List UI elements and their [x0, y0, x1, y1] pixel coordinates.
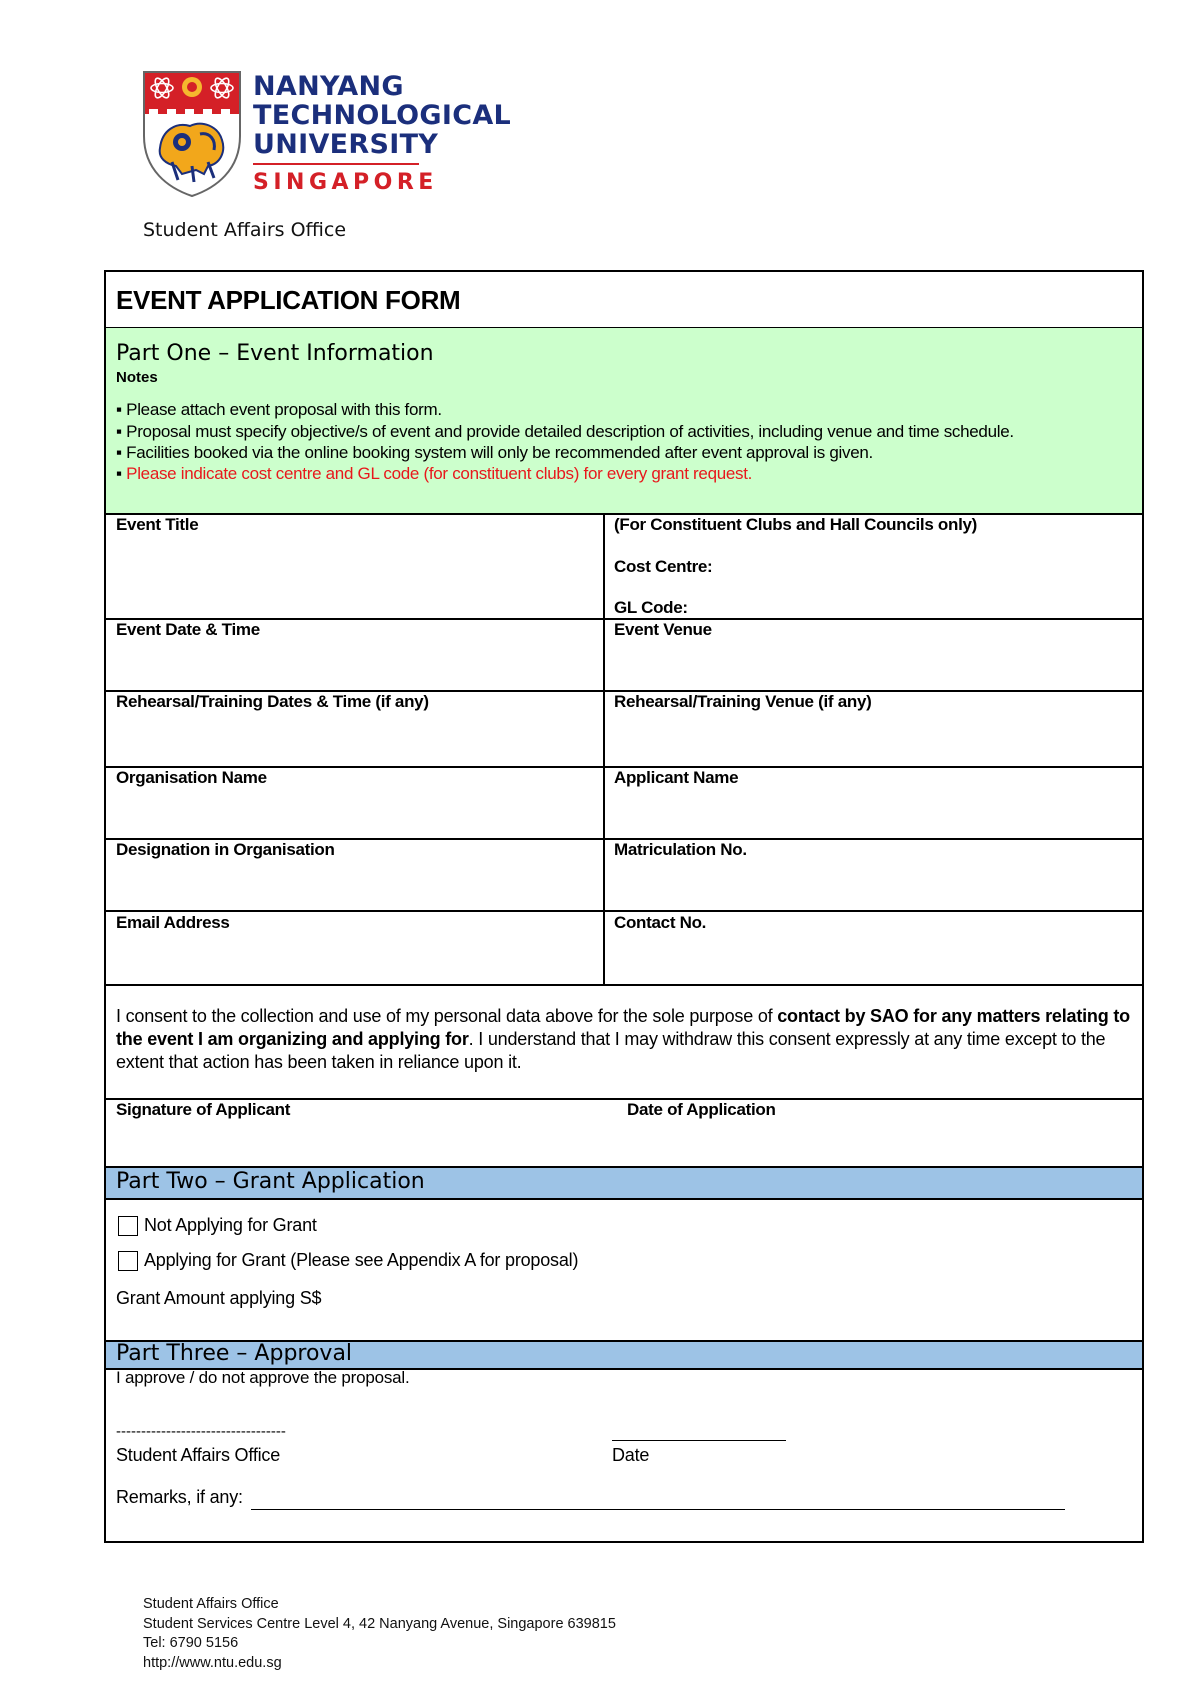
- consent-text-bold: contact by SAO for any matters relating to the event I am organizing and applying for: [116, 1006, 1130, 1049]
- event-venue-label: Event Venue: [614, 620, 712, 639]
- signature-dash-line: ----------------------------------: [116, 1423, 286, 1440]
- ntu-crest-logo: [142, 70, 242, 198]
- divider: [106, 984, 1142, 986]
- approver-office-label: Student Affairs Office: [116, 1445, 281, 1465]
- logo-country: SINGAPORE: [253, 170, 438, 195]
- applicant-name-label: Applicant Name: [614, 768, 739, 787]
- signature-label: Signature of Applicant: [116, 1100, 291, 1119]
- footer: [143, 1595, 616, 1673]
- event-date-time-label: Event Date & Time: [116, 620, 260, 639]
- consent-statement: [116, 1005, 1131, 1074]
- office-name: Student Affairs Office: [143, 219, 347, 241]
- date-signature-line: [612, 1440, 786, 1441]
- logo-divider: [253, 163, 419, 165]
- cost-centre-label: Cost Centre:: [614, 557, 713, 576]
- organisation-name-label: Organisation Name: [116, 768, 267, 787]
- part-two-title: Part Two – Grant Application: [116, 1169, 425, 1194]
- footer-website-link[interactable]: http://www.ntu.edu.sg: [143, 1654, 282, 1671]
- logo-line-2: TECHNOLOGICAL: [253, 100, 512, 131]
- note-item-important: [116, 463, 752, 485]
- part-one-title: Part One – Event Information: [116, 341, 434, 366]
- note-bullet: ▪: [116, 464, 127, 483]
- part-three-title: Part Three – Approval: [116, 1341, 353, 1366]
- event-application-form: [104, 270, 1144, 1543]
- rehearsal-dates-label: Rehearsal/Training Dates & Time (if any): [116, 692, 429, 711]
- constituent-note: (For Constituent Clubs and Hall Councils only): [614, 515, 978, 534]
- note-item: ▪ Proposal must specify objective/s of event and provide detailed description of activities, including venue and time schedule.: [116, 422, 1014, 441]
- footer-address: Student Services Centre Level 4, 42 Nanyang Avenue, Singapore 639815: [143, 1615, 616, 1632]
- approve-statement: I approve / do not approve the proposal.: [116, 1368, 410, 1387]
- gl-code-label: GL Code:: [614, 598, 688, 617]
- divider: [106, 910, 1142, 912]
- logo-line-3: UNIVERSITY: [253, 129, 439, 160]
- note-important-text: Please indicate cost centre and GL code (for constituent clubs) for every grant request.: [126, 464, 753, 483]
- consent-text-2: . I understand that I may withdraw this consent expressly at any time except to the extent that action has been taken in reliance upon it.: [116, 1029, 1106, 1072]
- not-applying-checkbox[interactable]: [118, 1216, 138, 1236]
- note-item: ▪ Facilities booked via the online booking system will only be recommended after event approval is given.: [116, 443, 873, 462]
- grant-amount-label: Grant Amount applying S$: [116, 1288, 322, 1308]
- form-title: EVENT APPLICATION FORM: [116, 285, 461, 315]
- part-one-section: [106, 328, 1142, 513]
- matriculation-label: Matriculation No.: [614, 840, 747, 859]
- designation-label: Designation in Organisation: [116, 840, 335, 859]
- part-two-header: [106, 1166, 1142, 1200]
- consent-text-1: I consent to the collection and use of my personal data above for the sole purpose of: [116, 1006, 778, 1026]
- email-label: Email Address: [116, 913, 230, 932]
- logo-line-1: NANYANG: [253, 71, 404, 102]
- remarks-label: Remarks, if any:: [116, 1487, 243, 1507]
- contact-label: Contact No.: [614, 913, 707, 932]
- ntu-wordmark: [253, 71, 512, 195]
- applying-label: Applying for Grant (Please see Appendix A for proposal): [144, 1250, 579, 1270]
- not-applying-label: Not Applying for Grant: [144, 1215, 317, 1235]
- column-divider: [603, 513, 605, 986]
- date-of-application-label: Date of Application: [627, 1100, 776, 1119]
- notes-label: Notes: [116, 369, 158, 386]
- approval-date-label: Date: [612, 1445, 650, 1465]
- note-item: ▪ Please attach event proposal with this form.: [116, 400, 442, 419]
- remarks-line[interactable]: [251, 1509, 1065, 1510]
- footer-phone: Tel: 6790 5156: [143, 1635, 239, 1651]
- applying-checkbox[interactable]: [118, 1251, 138, 1271]
- footer-office: Student Affairs Office: [143, 1596, 279, 1612]
- event-title-label: Event Title: [116, 515, 199, 534]
- rehearsal-venue-label: Rehearsal/Training Venue (if any): [614, 692, 872, 711]
